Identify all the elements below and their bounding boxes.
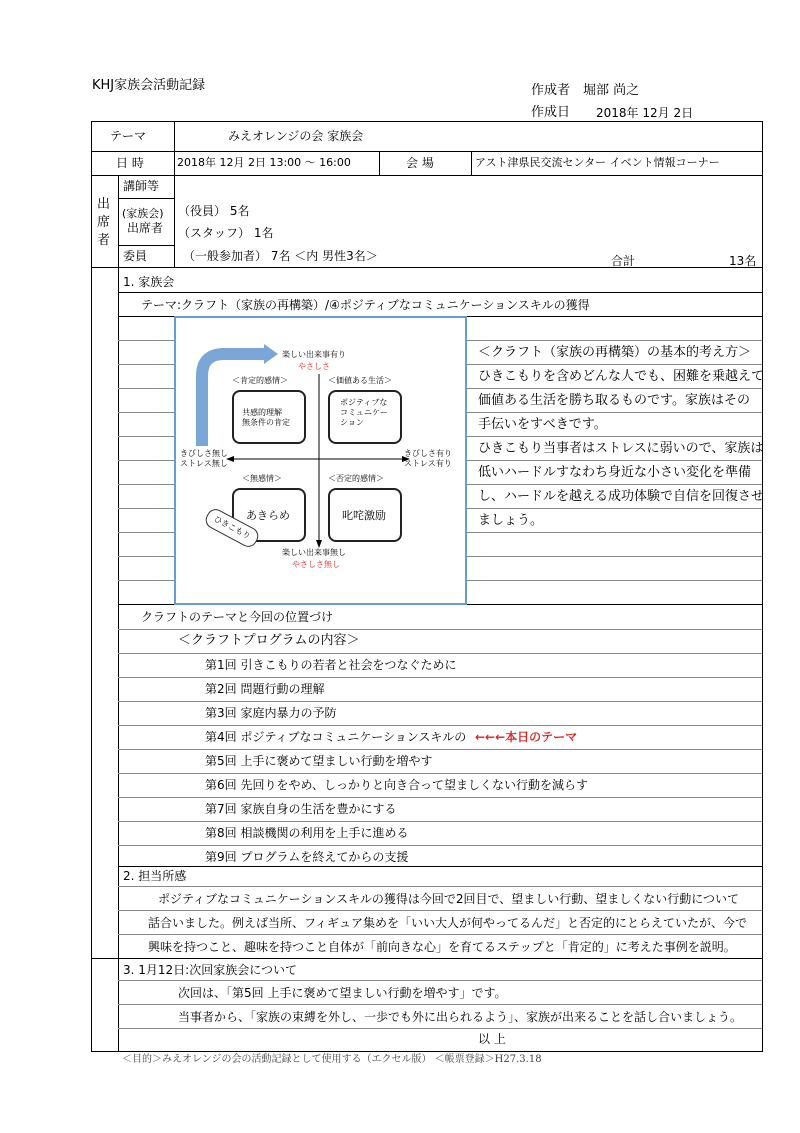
- concept-line: 価値ある生活を勝ち取るものです。家族はその: [478, 393, 750, 408]
- ruled-line: [118, 653, 762, 654]
- date-label: 作成日: [531, 105, 571, 120]
- ruled-line: [464, 484, 762, 485]
- section1-theme: テーマ:クラフト（家族の再構築）/④ポジティブなコミュニケーションスキルの獲得: [141, 298, 590, 312]
- ruled-line: [464, 412, 762, 413]
- divider: [379, 151, 380, 175]
- q-tl-header: ＜肯定的感情＞: [232, 376, 288, 385]
- bottom-axis-sub: やさしさ無し: [292, 560, 340, 569]
- ruled-line: [118, 580, 174, 581]
- ruled-line: [118, 886, 762, 887]
- program-item: 第8回 相談機関の利用を上手に進める: [205, 826, 409, 840]
- ruled-line: [118, 725, 762, 726]
- ruled-line: [464, 556, 762, 557]
- concept-line: 手伝いをすべきです。: [478, 417, 607, 432]
- divider: [174, 151, 175, 175]
- ruled-line: [464, 340, 762, 341]
- diagram-arrow-head: [264, 344, 278, 364]
- concept-line: ＜クラフト（家族の再構築）の基本的考え方＞: [478, 345, 752, 360]
- theme-label: テーマ: [110, 129, 147, 143]
- ruled-line: [464, 436, 762, 437]
- axis-arrow-down-icon: [316, 540, 322, 548]
- ruled-line: [118, 980, 762, 981]
- bottom-axis-label: 楽しい出来事無し: [282, 548, 346, 557]
- ruled-line: [118, 629, 762, 630]
- datetime-value: 2018年 12月 2日 13:00 ～ 16:00: [177, 156, 351, 169]
- ruled-line: [118, 508, 174, 509]
- family-attendee-label-1: (家族会): [122, 207, 164, 220]
- program-item: 第4回 ポジティブなコミュニケーションスキルの: [205, 730, 467, 744]
- left-axis-label: きびしさ無し ストレス無し: [180, 449, 228, 468]
- ruled-line: [118, 556, 174, 557]
- concept-line: 低いハードルすなわち身近な小さい変化を準備: [478, 465, 752, 480]
- hikikomori-tag: ひきこもり: [203, 506, 262, 550]
- q-bl-box-text: あきらめ: [246, 509, 290, 522]
- divider: [174, 121, 175, 151]
- table-right-border: [762, 121, 763, 1051]
- section3-line: 当事者から、「家族の束縛を外し、一歩でも外に出られるよう」、家族が出来ることを話し合いましょう。: [178, 1010, 743, 1024]
- ruled-line: [118, 845, 762, 846]
- section2-line: 興味を持つこと、趣味を持つこと自体が「前向きな心」を育てるステップと「肯定的」に考えた事例を説明。: [148, 940, 736, 954]
- ruled-line: [464, 460, 762, 461]
- datetime-label: 日 時: [116, 156, 144, 170]
- officer-count: （役員） 5名: [178, 204, 250, 218]
- ruled-line: [118, 749, 762, 750]
- divider: [174, 175, 175, 267]
- ruled-line: [464, 388, 762, 389]
- divider: [118, 175, 119, 267]
- ruled-line: [464, 508, 762, 509]
- ruled-line: [464, 364, 762, 365]
- concept-line: ひきこもりを含めどんな人でも、困難を乗越えて: [478, 369, 765, 384]
- date-value: 2018年 12月 2日: [596, 106, 694, 120]
- ruled-line: [464, 532, 762, 533]
- program-heading: ＜クラフトプログラムの内容＞: [178, 633, 360, 648]
- top-axis-sub: やさしさ: [298, 362, 330, 371]
- ruled-line: [118, 773, 762, 774]
- ruled-line: [118, 910, 762, 911]
- q-bl-header: ＜無感情＞: [242, 474, 282, 483]
- ruled-line: [118, 484, 174, 485]
- divider: [118, 866, 762, 867]
- document-title: KHJ家族会活動記録: [92, 78, 206, 93]
- venue-label: 会 場: [406, 156, 434, 170]
- q-tr-box: [328, 390, 402, 444]
- attendance-group-label: 出席者: [97, 197, 111, 248]
- theme-value: みえオレンジの会 家族会: [228, 129, 364, 143]
- ruled-line: [118, 436, 174, 437]
- divider: [91, 151, 762, 152]
- ruled-line: [118, 677, 762, 678]
- program-item: 第1回 引きこもりの若者と社会をつなぐために: [205, 658, 457, 672]
- today-theme-marker: ←←←本日のテーマ: [475, 730, 578, 744]
- concept-line: し、ハードルを越える成功体験で自信を回復させ: [478, 489, 765, 504]
- ruled-line: [118, 364, 174, 365]
- total-value: 13名: [729, 254, 757, 268]
- divider: [118, 198, 174, 199]
- program-item: 第5回 上手に褒めて望ましい行動を増やす: [205, 754, 433, 768]
- craft-diagram: [174, 316, 467, 605]
- committee-label: 委員: [123, 249, 148, 263]
- section2-line: 話合いました。例えば当所、フィギュア集めを「いい大人が何やってるんだ」と否定的にとらえていたが、今で: [148, 916, 748, 930]
- divider: [118, 292, 762, 293]
- divider: [91, 958, 762, 959]
- q-tr-box-text: ポジティブな コミュニケー ション: [340, 398, 388, 427]
- section3-heading: 3. 1月12日:次回家族会について: [123, 963, 297, 977]
- program-item: 第6回 先回りをやめ、しっかりと向き合って望ましくない行動を減らす: [205, 778, 588, 792]
- q-tl-box: [232, 390, 306, 444]
- program-item: 第7回 家族自身の生活を豊かにする: [205, 802, 397, 816]
- ruled-line: [118, 412, 174, 413]
- section2-heading: 2. 担当所感: [123, 869, 187, 883]
- ruled-line: [118, 1028, 762, 1029]
- ruled-line: [118, 1004, 762, 1005]
- concept-line: ましょう。: [478, 513, 544, 528]
- ruled-line: [118, 340, 174, 341]
- q-br-box: [328, 488, 402, 542]
- lecturer-label: 講師等: [123, 179, 160, 193]
- divider: [118, 245, 174, 246]
- divider: [471, 151, 472, 175]
- staff-count: （スタッフ） 1名: [178, 226, 274, 240]
- top-axis-label: 楽しい出来事有り: [282, 350, 346, 359]
- section3-line: 次回は、「第5回 上手に褒めて望ましい行動を増やす」です。: [178, 986, 507, 1000]
- ruled-line: [118, 460, 174, 461]
- ruled-line: [118, 934, 762, 935]
- ruled-line: [118, 532, 174, 533]
- venue-value: アスト津県民交流センター イベント情報コーナー: [475, 156, 720, 169]
- general-count: （一般参加者） 7名 ＜内 男性3名＞: [183, 249, 378, 263]
- section1-heading: 1. 家族会: [123, 275, 175, 289]
- program-item: 第9回 プログラムを終えてからの支援: [205, 850, 409, 864]
- concept-line: ひきこもり当事者はストレスに弱いので、家族は: [478, 441, 764, 456]
- right-axis-label: きびしさ有り ストレス有り: [404, 449, 452, 468]
- ruled-line: [118, 797, 762, 798]
- author-label: 作成者: [531, 83, 571, 98]
- author-name: 堀部 尚之: [583, 83, 640, 98]
- position-heading: クラフトのテーマと今回の位置づけ: [141, 610, 334, 624]
- program-item: 第2回 問題行動の理解: [205, 682, 325, 696]
- ruled-line: [464, 580, 762, 581]
- q-br-header: ＜否定的感情＞: [328, 474, 384, 483]
- q-br-box-text: 叱咤激励: [342, 509, 386, 522]
- q-tl-box-text: 共感的理解 無条件の肯定: [242, 408, 290, 427]
- total-label: 合計: [611, 254, 636, 268]
- footer-note: ＜目的＞みえオレンジの会の活動記録として使用する（エクセル版） ＜帳票登録＞H27.3.18: [122, 1054, 542, 1065]
- ruled-line: [118, 388, 174, 389]
- divider: [91, 175, 762, 176]
- ruled-line: [118, 701, 762, 702]
- divider: [91, 267, 762, 268]
- closing-text: 以 上: [478, 1032, 506, 1046]
- q-tr-header: ＜価値ある生活＞: [328, 376, 392, 385]
- family-attendee-label-2: 出席者: [127, 221, 164, 235]
- section2-line: ポジティブなコミュニケーションスキルの獲得は今回で2回目で、望ましい行動、望ましくない行動について: [158, 892, 739, 906]
- ruled-line: [118, 821, 762, 822]
- table-left-border: [91, 121, 92, 1051]
- program-item: 第3回 家庭内暴力の予防: [205, 706, 337, 720]
- table-top-border: [91, 121, 762, 122]
